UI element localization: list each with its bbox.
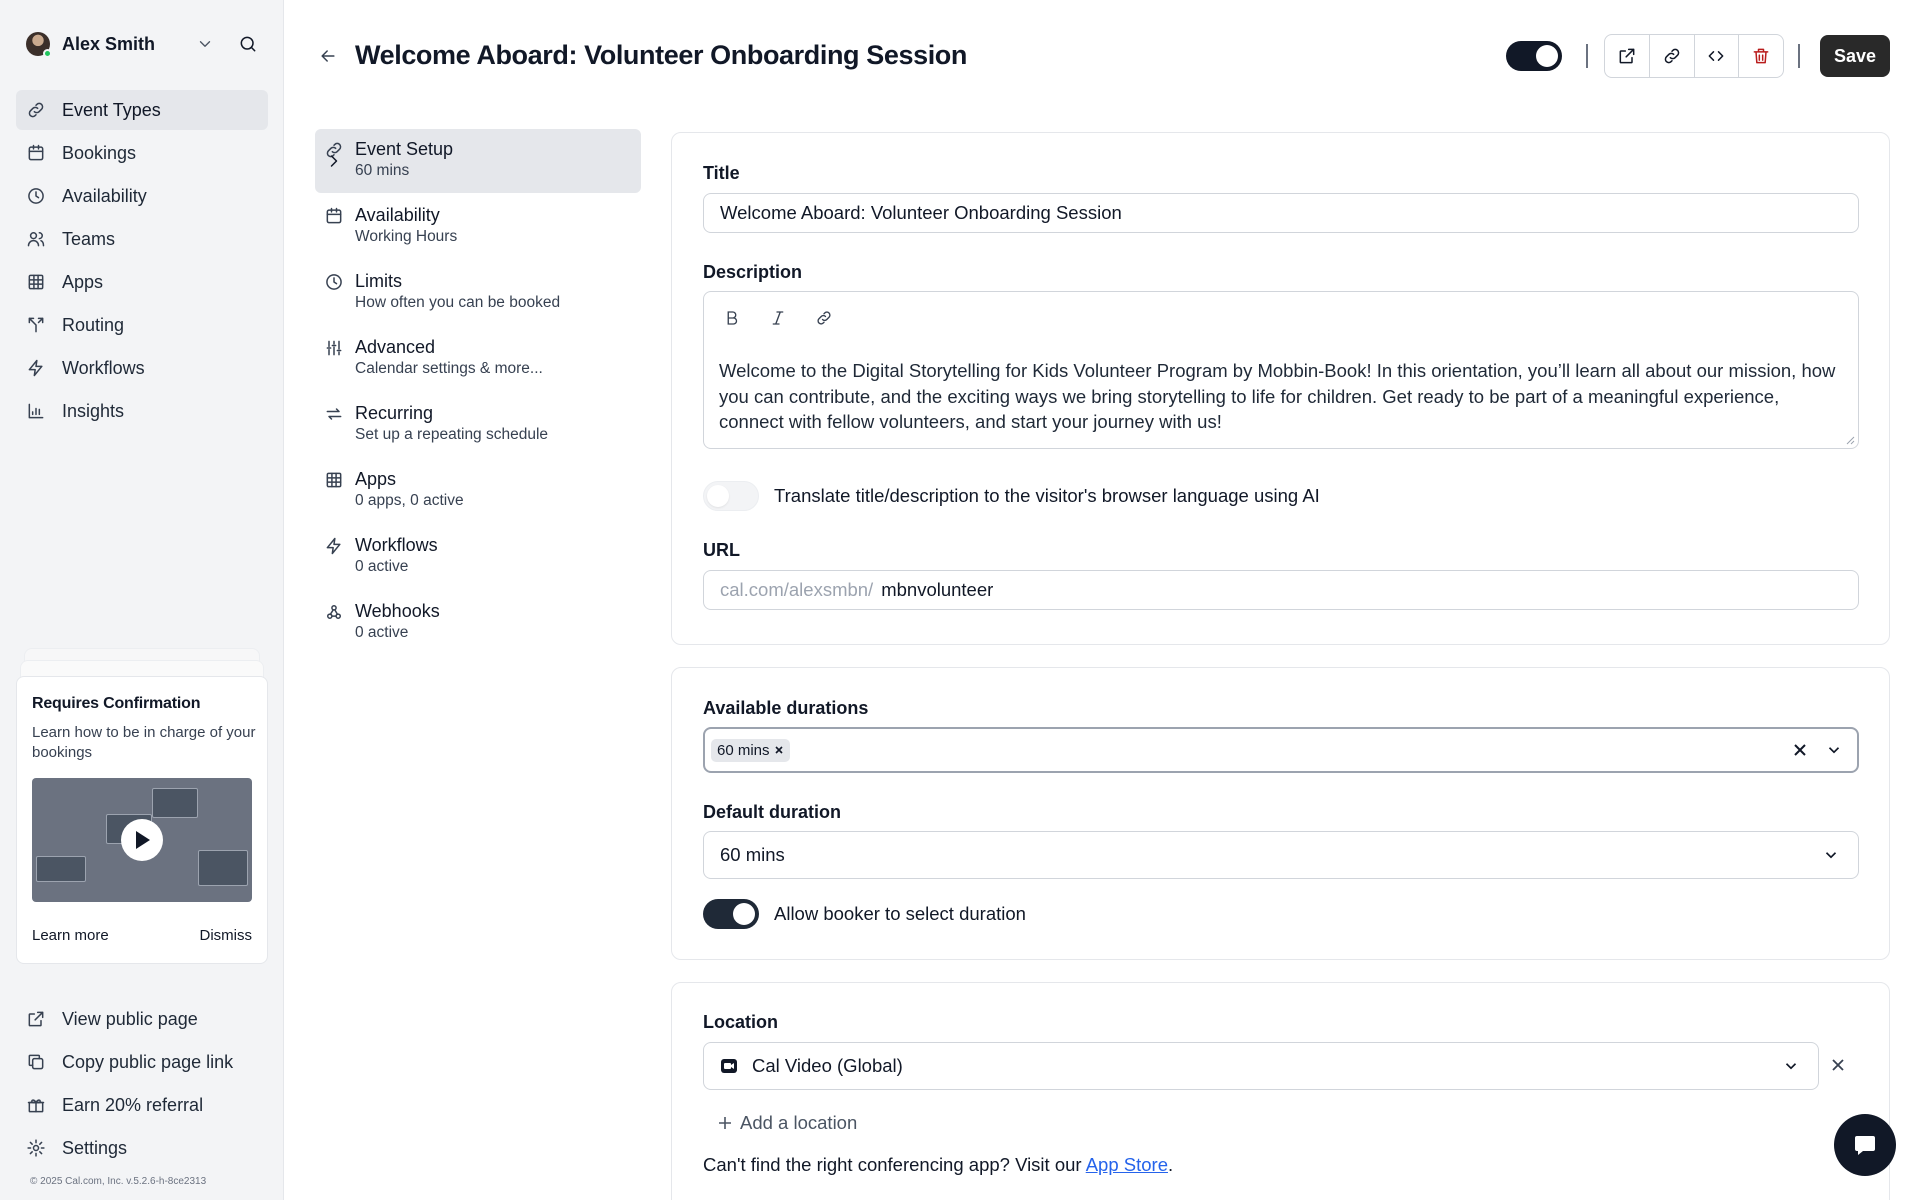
plus-icon: [718, 1116, 732, 1130]
user-name: Alex Smith: [62, 33, 156, 54]
code-icon: [1706, 46, 1726, 66]
nav-item-bookings[interactable]: [16, 133, 268, 173]
search-icon[interactable]: [238, 34, 258, 54]
users-icon: [26, 229, 46, 249]
italic-icon[interactable]: [766, 306, 790, 330]
editor-toolbar: [720, 306, 836, 330]
help-suffix: .: [1167, 1154, 1174, 1175]
referral-link[interactable]: [16, 1085, 268, 1125]
nav-label: View public page: [62, 1008, 198, 1029]
allow-booker-duration-toggle[interactable]: [703, 899, 759, 929]
location-select[interactable]: [703, 1042, 1819, 1090]
toggle-knob: [1536, 45, 1558, 67]
grid-icon: [26, 272, 46, 292]
tab-label: Apps: [355, 469, 397, 489]
chevron-right-icon: [324, 151, 344, 171]
back-arrow-icon[interactable]: [318, 46, 338, 66]
nav-label: Apps: [62, 271, 104, 292]
chip-remove-icon[interactable]: [774, 745, 784, 755]
play-icon[interactable]: [121, 819, 163, 861]
details-card: [671, 132, 1890, 645]
tip-card-text: Learn how to be in charge of your bookings: [32, 724, 256, 761]
online-status-dot: [43, 49, 52, 58]
settings-link[interactable]: [16, 1128, 268, 1168]
resize-handle-icon[interactable]: [1845, 435, 1855, 445]
view-public-page-link[interactable]: [16, 999, 268, 1039]
calendar-icon: [26, 143, 46, 163]
embed-button[interactable]: [1695, 35, 1740, 77]
nav-label: Availability: [62, 185, 147, 206]
chevron-down-icon[interactable]: [1825, 741, 1843, 759]
description-editor[interactable]: [703, 291, 1859, 449]
nav-label: Teams: [62, 228, 116, 249]
url-label: URL: [703, 540, 740, 560]
nav-label: Settings: [62, 1137, 128, 1158]
nav-item-insights[interactable]: [16, 391, 268, 431]
nav-label: Copy public page link: [62, 1051, 234, 1072]
chevron-down-icon[interactable]: [196, 35, 214, 53]
copyright-text: © 2025 Cal.com, Inc. v.5.2.6-h-8ce2313: [30, 1176, 207, 1187]
tab-advanced[interactable]: [315, 327, 641, 391]
durations-label: Available durations: [703, 698, 869, 718]
tab-label: Limits: [355, 271, 403, 291]
link-icon: [1662, 46, 1682, 66]
tab-label: Event Setup: [355, 139, 454, 159]
divider: [1798, 44, 1800, 68]
clock-icon: [26, 186, 46, 206]
learn-more-link[interactable]: Learn more: [32, 927, 109, 944]
user-menu[interactable]: [16, 24, 264, 64]
nav-label: Event Types: [62, 99, 161, 120]
zap-icon: [26, 358, 46, 378]
thumbnail-shape: [152, 788, 198, 818]
trash-icon: [1751, 46, 1771, 66]
title-label: Title: [703, 163, 740, 183]
nav-label: Routing: [62, 314, 125, 335]
nav-label: Earn 20% referral: [62, 1094, 204, 1115]
support-chat-button[interactable]: [1834, 1114, 1896, 1176]
external-link-icon: [1617, 46, 1637, 66]
tab-label: Advanced: [355, 337, 436, 357]
location-card: [671, 982, 1890, 1200]
location-label: Location: [703, 1012, 778, 1032]
allow-booker-label: Allow booker to select duration: [774, 903, 1026, 924]
duration-card: [671, 667, 1890, 960]
tip-card-title: Requires Confirmation: [32, 695, 201, 712]
hide-from-profile-toggle[interactable]: [1506, 41, 1562, 71]
tab-recurring[interactable]: [315, 393, 641, 457]
divider: [1586, 44, 1588, 68]
chevron-down-icon: [1782, 1057, 1800, 1075]
app-store-link[interactable]: App Store: [1085, 1154, 1168, 1175]
nav-label: Bookings: [62, 142, 137, 163]
toggle-knob: [707, 485, 729, 507]
help-prefix: Can't find the right conferencing app? Visit our: [703, 1154, 1082, 1175]
description-text: Welcome to the Digital Storytelling for Kids Volunteer Program by Mobbin-Book! In this orientation, you’ll learn all about our mission, how you can contribute, and the exciting ways we bring storytelling to life for children. Get ready to be part of a meaningful experience, connect with fellow volunteers, and start your journey with us!: [719, 360, 1836, 432]
tab-event-setup[interactable]: [315, 129, 641, 193]
clear-icon[interactable]: [1793, 743, 1807, 757]
gear-icon: [26, 1138, 46, 1158]
url-prefix: cal.com/alexsmbn/: [720, 579, 874, 600]
tab-label: Recurring: [355, 403, 434, 423]
main-nav: [16, 90, 268, 434]
bar-chart-icon: [26, 401, 46, 421]
toggle-knob: [733, 903, 755, 925]
link-icon: [26, 100, 46, 120]
chevron-down-icon: [1822, 846, 1840, 864]
bottom-nav: [16, 999, 268, 1171]
tip-card: [16, 676, 268, 964]
chip-label: 60 mins: [717, 741, 770, 759]
nav-label: Insights: [62, 400, 125, 421]
nav-item-teams[interactable]: [16, 219, 268, 259]
title-input-value: Welcome Aboard: Volunteer Onboarding Session: [720, 202, 1122, 223]
tab-label: Workflows: [355, 535, 438, 555]
tab-label: Availability: [355, 205, 440, 225]
default-duration-value: 60 mins: [720, 844, 785, 865]
nav-label: Workflows: [62, 357, 145, 378]
url-input[interactable]: [703, 570, 1859, 610]
tab-webhooks[interactable]: [315, 591, 641, 655]
durations-multiselect[interactable]: [703, 727, 1859, 773]
thumbnail-shape: [36, 856, 86, 882]
grid-icon: [324, 470, 344, 490]
tab-description: How often you can be booked: [355, 294, 561, 311]
tab-description: Set up a repeating schedule: [355, 426, 549, 443]
default-duration-label: Default duration: [703, 802, 841, 822]
add-location-label: Add a location: [740, 1112, 858, 1133]
bold-icon[interactable]: [720, 306, 744, 330]
repeat-icon: [324, 404, 344, 424]
chat-icon: [1851, 1131, 1879, 1159]
translate-label: Translate title/description to the visitor's browser language using AI: [774, 485, 1320, 506]
preview-button[interactable]: [1605, 35, 1650, 77]
event-settings-nav: [315, 129, 641, 657]
tab-apps[interactable]: [315, 459, 641, 523]
webhook-icon: [324, 602, 344, 622]
nav-item-workflows[interactable]: [16, 348, 268, 388]
split-icon: [26, 315, 46, 335]
tab-limits[interactable]: [315, 261, 641, 325]
default-duration-select[interactable]: [703, 831, 1859, 879]
delete-button[interactable]: [1739, 35, 1783, 77]
tip-video-thumbnail[interactable]: [32, 778, 252, 902]
tab-description: 0 active: [355, 558, 409, 575]
tab-description: 60 mins: [355, 162, 410, 179]
description-label: Description: [703, 262, 803, 282]
sidebar: [0, 0, 284, 1200]
save-button[interactable]: Save: [1820, 35, 1890, 77]
nav-item-event-types[interactable]: [16, 90, 268, 130]
clock-icon: [324, 272, 344, 292]
page-title: Welcome Aboard: Volunteer Onboarding Session: [355, 40, 967, 70]
remove-location-icon[interactable]: [1830, 1057, 1846, 1073]
copy-icon: [26, 1052, 46, 1072]
sliders-icon: [324, 338, 344, 358]
duration-chip: [711, 739, 790, 762]
select-controls: [1822, 832, 1840, 878]
select-controls: [1782, 1043, 1800, 1089]
thumbnail-shape: [198, 850, 248, 886]
nav-item-availability[interactable]: [16, 176, 268, 216]
nav-item-routing[interactable]: [16, 305, 268, 345]
conferencing-help-text: [703, 1154, 1173, 1176]
tab-description: 0 apps, 0 active: [355, 492, 464, 509]
link-icon[interactable]: [812, 306, 836, 330]
tab-description: Working Hours: [355, 228, 458, 245]
zap-icon: [324, 536, 344, 556]
add-location-button[interactable]: [718, 1112, 857, 1134]
url-slug: mbnvolunteer: [881, 579, 994, 600]
event-actions-group: [1604, 34, 1784, 78]
video-icon: [720, 1057, 738, 1075]
external-link-icon: [26, 1009, 46, 1029]
title-input[interactable]: [703, 193, 1859, 233]
tab-workflows[interactable]: [315, 525, 641, 589]
copy-link-button[interactable]: [1650, 35, 1695, 77]
select-controls: [1793, 729, 1843, 771]
translate-toggle[interactable]: [703, 481, 759, 511]
tab-description: 0 active: [355, 624, 409, 641]
dismiss-button[interactable]: Dismiss: [199, 927, 252, 944]
tab-description: Calendar settings & more...: [355, 360, 543, 377]
calendar-icon: [324, 206, 344, 226]
nav-item-apps[interactable]: [16, 262, 268, 302]
tab-availability[interactable]: [315, 195, 641, 259]
copy-public-link-button[interactable]: [16, 1042, 268, 1082]
location-value: Cal Video (Global): [752, 1055, 903, 1076]
tab-label: Webhooks: [355, 601, 440, 621]
avatar: [26, 32, 50, 56]
gift-icon: [26, 1095, 46, 1115]
